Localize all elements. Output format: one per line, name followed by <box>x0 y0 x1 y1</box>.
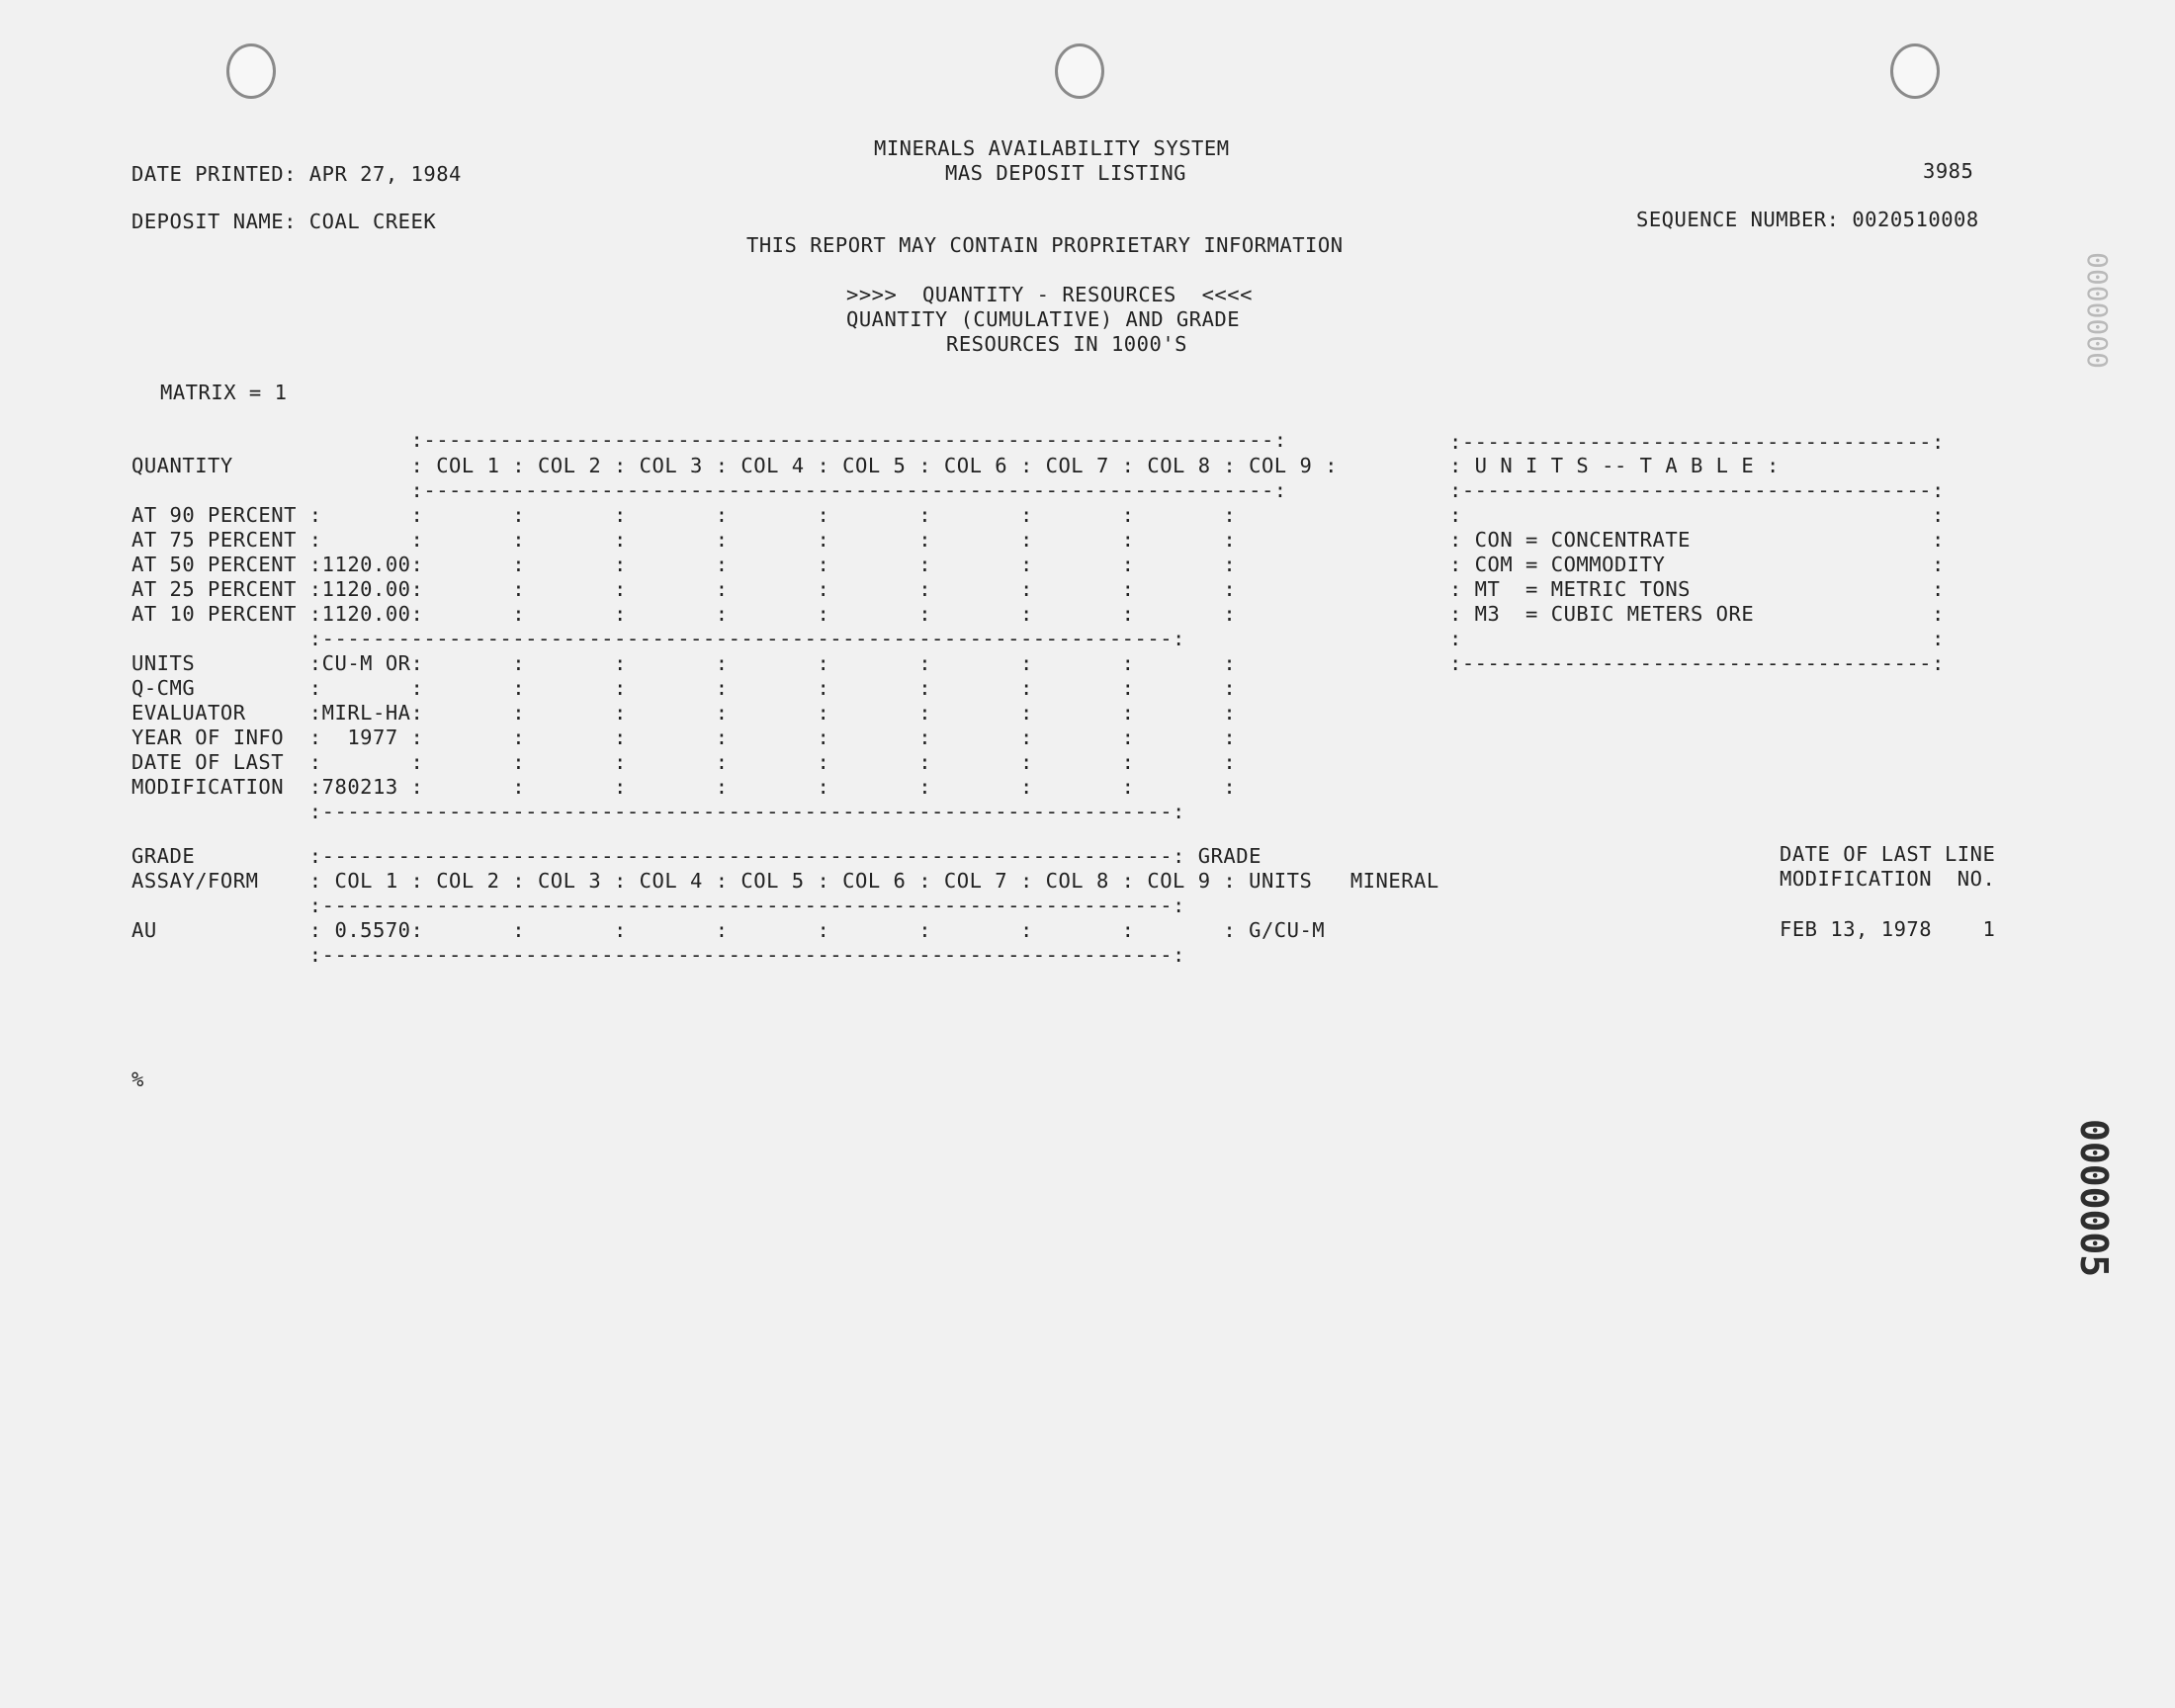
side-stamp-top: 0000000 <box>2081 252 2114 370</box>
quantity-line-2: QUANTITY : COL 1 : COL 2 : COL 3 : COL 4 : COL 5 : COL 6 : COL 7 : COL 8 : COL 9 : <box>131 454 1338 477</box>
units-table-line-7: : MT = METRIC TONS : <box>1449 577 1945 601</box>
date-printed: DATE PRINTED: APR 27, 1984 <box>131 162 462 186</box>
quantity-line-16: :-------------------------------------------------------------------: <box>131 800 1185 823</box>
listing-title: MAS DEPOSIT LISTING <box>945 161 1186 185</box>
last-modification-value: FEB 13, 1978 1 <box>1780 917 1996 941</box>
section-title: >>>> QUANTITY - RESOURCES <<<< <box>846 283 1253 306</box>
quantity-line-3: :-------------------------------------------------------------------: <box>131 478 1287 502</box>
quantity-line-10: UNITS :CU-M OR: : : : : : : : : <box>131 651 1237 675</box>
footer-mark: % <box>131 1068 144 1091</box>
page-number: 3985 <box>1923 159 1974 183</box>
units-table-line-5: : CON = CONCENTRATE : <box>1449 528 1945 552</box>
punch-hole <box>1890 43 1940 99</box>
units-table-line-8: : M3 = CUBIC METERS ORE : <box>1449 602 1945 626</box>
side-stamp-bottom: 0000005 <box>2072 1119 2116 1278</box>
units-table-line-1: :-------------------------------------: <box>1449 430 1945 454</box>
units-table-line-10: :-------------------------------------: <box>1449 651 1945 675</box>
punch-hole <box>1055 43 1104 99</box>
quantity-line-4: AT 90 PERCENT : : : : : : : : : : <box>131 503 1237 527</box>
quantity-line-12: EVALUATOR :MIRL-HA: : : : : : : : : <box>131 701 1237 725</box>
grade-line-2: ASSAY/FORM : COL 1 : COL 2 : COL 3 : COL 4 : COL 5 : COL 6 : COL 7 : COL 8 : COL 9 : UNITS MINERAL <box>131 869 1439 893</box>
quantity-line-6: AT 50 PERCENT :1120.00: : : : : : : : : <box>131 553 1237 576</box>
quantity-line-7: AT 25 PERCENT :1120.00: : : : : : : : : <box>131 577 1237 601</box>
quantity-line-5: AT 75 PERCENT : : : : : : : : : : <box>131 528 1237 552</box>
last-modification-subheader: MODIFICATION NO. <box>1780 867 1996 891</box>
units-table-line-2: : U N I T S -- T A B L E : <box>1449 454 1780 477</box>
quantity-line-13: YEAR OF INFO : 1977 : : : : : : : : : <box>131 726 1237 749</box>
matrix-label: MATRIX = 1 <box>160 381 288 404</box>
system-title: MINERALS AVAILABILITY SYSTEM <box>874 136 1230 160</box>
quantity-line-8: AT 10 PERCENT :1120.00: : : : : : : : : <box>131 602 1237 626</box>
quantity-line-1: :-------------------------------------------------------------------: <box>131 428 1287 452</box>
units-table-line-9: : : <box>1449 627 1945 650</box>
grade-line-4: AU : 0.5570: : : : : : : : : G/CU-M <box>131 918 1326 942</box>
quantity-line-9: :-------------------------------------------------------------------: <box>131 627 1185 650</box>
grade-line-5: :-------------------------------------------------------------------: <box>131 943 1185 967</box>
grade-line-1: GRADE :-------------------------------------------------------------------: GRADE <box>131 844 1262 868</box>
deposit-name: DEPOSIT NAME: COAL CREEK <box>131 210 437 233</box>
quantity-line-14: DATE OF LAST : : : : : : : : : : <box>131 750 1237 774</box>
sequence-number: SEQUENCE NUMBER: 0020510008 <box>1636 208 1979 231</box>
units-table-line-4: : : <box>1449 503 1945 527</box>
proprietary-notice: THIS REPORT MAY CONTAIN PROPRIETARY INFORMATION <box>746 233 1344 257</box>
units-table-line-6: : COM = COMMODITY : <box>1449 553 1945 576</box>
quantity-line-15: MODIFICATION :780213 : : : : : : : : : <box>131 775 1237 799</box>
section-units: RESOURCES IN 1000'S <box>946 332 1187 356</box>
last-modification-header: DATE OF LAST LINE <box>1780 842 1996 866</box>
punch-hole <box>226 43 276 99</box>
quantity-line-11: Q-CMG : : : : : : : : : : <box>131 676 1237 700</box>
section-subtitle: QUANTITY (CUMULATIVE) AND GRADE <box>846 307 1241 331</box>
units-table-line-3: :-------------------------------------: <box>1449 478 1945 502</box>
grade-line-3: :-------------------------------------------------------------------: <box>131 894 1185 917</box>
